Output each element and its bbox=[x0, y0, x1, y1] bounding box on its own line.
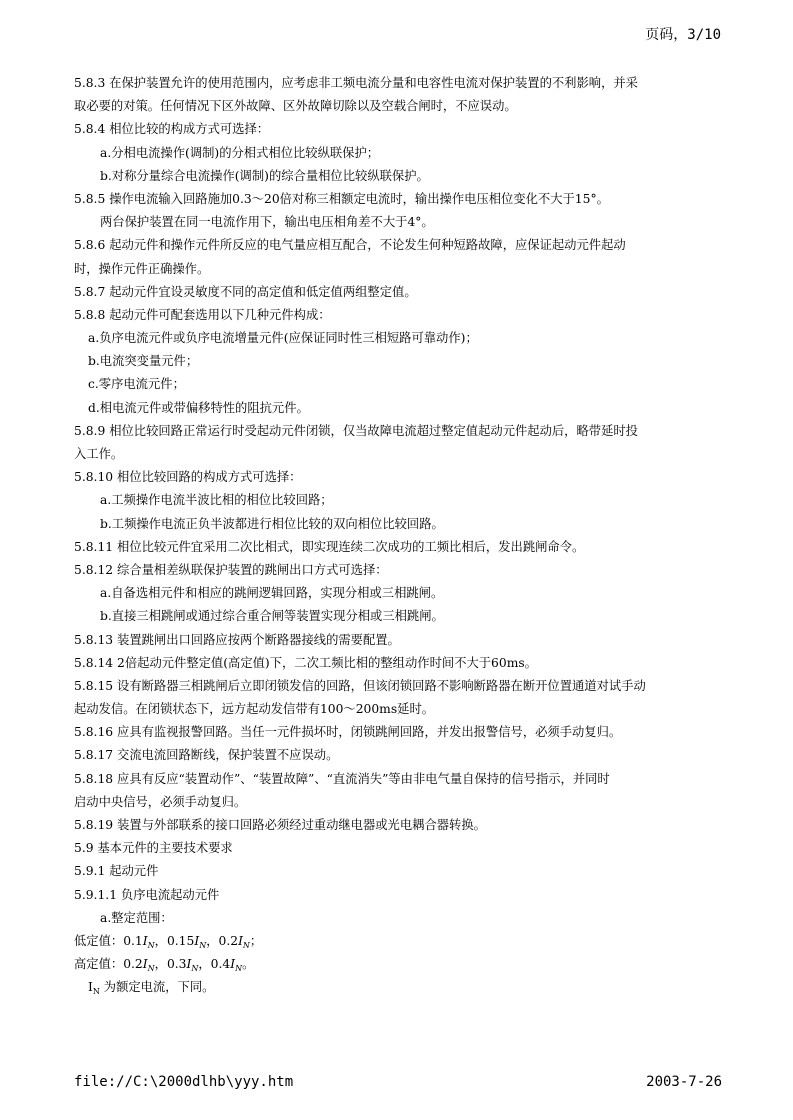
text-line: 5.8.15 设有断路器三相跳闸后立即闭锁发信的回路，但该闭锁回路不影响断路器在断开位置通道对试手动 bbox=[74, 678, 646, 693]
text-line: 入工作。 bbox=[74, 447, 124, 461]
high-value: 0.4 bbox=[210, 957, 231, 972]
low-value: 0.15 bbox=[166, 933, 195, 948]
text-line: 5.8.17 交流电流回路断线，保护装置不应误动。 bbox=[74, 748, 339, 763]
text-line: 5.8.5 操作电流输入回路施加0.3～20倍对称三相额定电流时，输出操作电压相位变化不大于15°。 bbox=[74, 191, 609, 206]
list-item: c.零序电流元件； bbox=[88, 377, 185, 392]
text-line: 5.8.6 起动元件和操作元件所反应的电气量应相互配合，不论发生何种短路故障，应保证起动元件起动 bbox=[74, 238, 626, 253]
text-line: 两台保护装置在同一电流作用下，输出电压相角差不大于4°。 bbox=[100, 215, 434, 230]
list-item: d.相电流元件或带偏移特性的阻抗元件。 bbox=[88, 400, 309, 415]
low-value: 0.2 bbox=[218, 933, 239, 948]
list-item: a.负序电流元件或负序电流增量元件(应保证同时性三相短路可靠动作)； bbox=[88, 331, 478, 346]
note-text: 为额定电流，下同。 bbox=[99, 980, 215, 995]
list-item: a.整定范围： bbox=[100, 910, 173, 925]
list-item: b.工频操作电流正负半波都进行相位比较的双向相位比较回路。 bbox=[100, 516, 444, 531]
high-setting-label: 高定值： bbox=[74, 957, 124, 972]
low-setting-label: 低定值： bbox=[74, 933, 124, 948]
print-date: 2003-7-26 bbox=[646, 1074, 722, 1090]
list-item: b.电流突变量元件； bbox=[88, 354, 199, 369]
text-line: 5.8.11 相位比较元件宜采用二次比相式，即实现连续二次成功的工频比相后，发出跳闸命令。 bbox=[74, 539, 585, 554]
text-line: 5.8.8 起动元件可配套选用以下几种元件构成： bbox=[74, 307, 331, 322]
text-line: 5.8.14 2倍起动元件整定值(高定值)下，二次工频比相的整组动作时间不大于60ms。 bbox=[74, 655, 537, 670]
note-line bbox=[74, 976, 724, 999]
list-item: a.工频操作电流半波比相的相位比较回路； bbox=[100, 493, 333, 508]
file-path: file://C:\2000dlhb\yyy.htm bbox=[74, 1074, 294, 1090]
text-line: 5.8.18 应具有反应“装置动作”、“装置故障”、“直流消失”等由非电气量自保持的信号指示，并同时 bbox=[74, 771, 610, 786]
document-body bbox=[74, 72, 724, 1000]
text-line: 5.8.4 相位比较的构成方式可选择： bbox=[74, 122, 270, 137]
low-value: 0.1 bbox=[123, 933, 143, 948]
section-heading: 5.9 基本元件的主要技术要求 bbox=[74, 841, 233, 856]
note-subscript: N bbox=[92, 987, 100, 997]
text-line: 5.8.19 装置与外部联系的接口回路必须经过重动继电器或光电耦合器转换。 bbox=[74, 818, 486, 832]
text-line: 5.8.9 相位比较回路正常运行时受起动元件闭锁，仅当故障电流超过整定值起动元件起动后，略带延时投 bbox=[74, 423, 638, 438]
text-line: 5.8.10 相位比较回路的构成方式可选择： bbox=[74, 470, 302, 485]
high-setting-line: 高定值：$0.2I_N$，$0.3I_N$，$0.4I_N$。 bbox=[74, 957, 255, 974]
text-line: 取必要的对策。任何情况下区外故障、区外故障切除以及空载合闸时，不应误动。 bbox=[74, 99, 517, 114]
high-value: 0.2 bbox=[123, 957, 143, 972]
page-footer bbox=[74, 1074, 722, 1090]
section-heading: 5.9.1.1 负序电流起动元件 bbox=[74, 887, 220, 902]
text-line: 5.8.7 起动元件宜设灵敏度不同的高定值和低定值两组整定值。 bbox=[74, 284, 417, 299]
section-heading: 5.9.1 起动元件 bbox=[74, 864, 159, 879]
text-line: 起动发信。在闭锁状态下，远方起动发信带有100～200ms延时。 bbox=[74, 702, 435, 717]
text-line: 5.8.3 在保护装置允许的使用范围内，应考虑非工频电流分量和电容性电流对保护装置的不利影响，并采 bbox=[74, 76, 638, 90]
text-line: 5.8.16 应具有监视报警回路。当任一元件损坏时，闭锁跳闸回路，并发出报警信号，必须手动复归。 bbox=[74, 725, 622, 740]
list-item: b.直接三相跳闸或通过综合重合闸等装置实现分相或三相跳闸。 bbox=[100, 609, 444, 624]
note-symbol: I bbox=[88, 980, 93, 995]
text-line: 时，操作元件正确操作。 bbox=[74, 261, 210, 276]
high-value: 0.3 bbox=[166, 957, 187, 972]
text-line: 5.8.13 装置跳闸出口回路应按两个断路器接线的需要配置。 bbox=[74, 632, 400, 647]
text-line: 启动中央信号，必须手动复归。 bbox=[74, 794, 247, 809]
low-setting-line: 低定值：$0.1I_N$，$0.15I_N$，$0.2I_N$； bbox=[74, 933, 263, 950]
list-item: a.分相电流操作(调制)的分相式相位比较纵联保护； bbox=[100, 145, 380, 160]
page-number: 页码，3/10 bbox=[645, 27, 721, 43]
list-item: a.自备选相元件和相应的跳闸逻辑回路，实现分相或三相跳闸。 bbox=[100, 586, 444, 601]
text-line: 5.8.12 综合量相差纵联保护装置的跳闸出口方式可选择： bbox=[74, 562, 388, 577]
list-item: b.对称分量综合电流操作(调制)的综合量相位比较纵联保护。 bbox=[100, 168, 429, 183]
